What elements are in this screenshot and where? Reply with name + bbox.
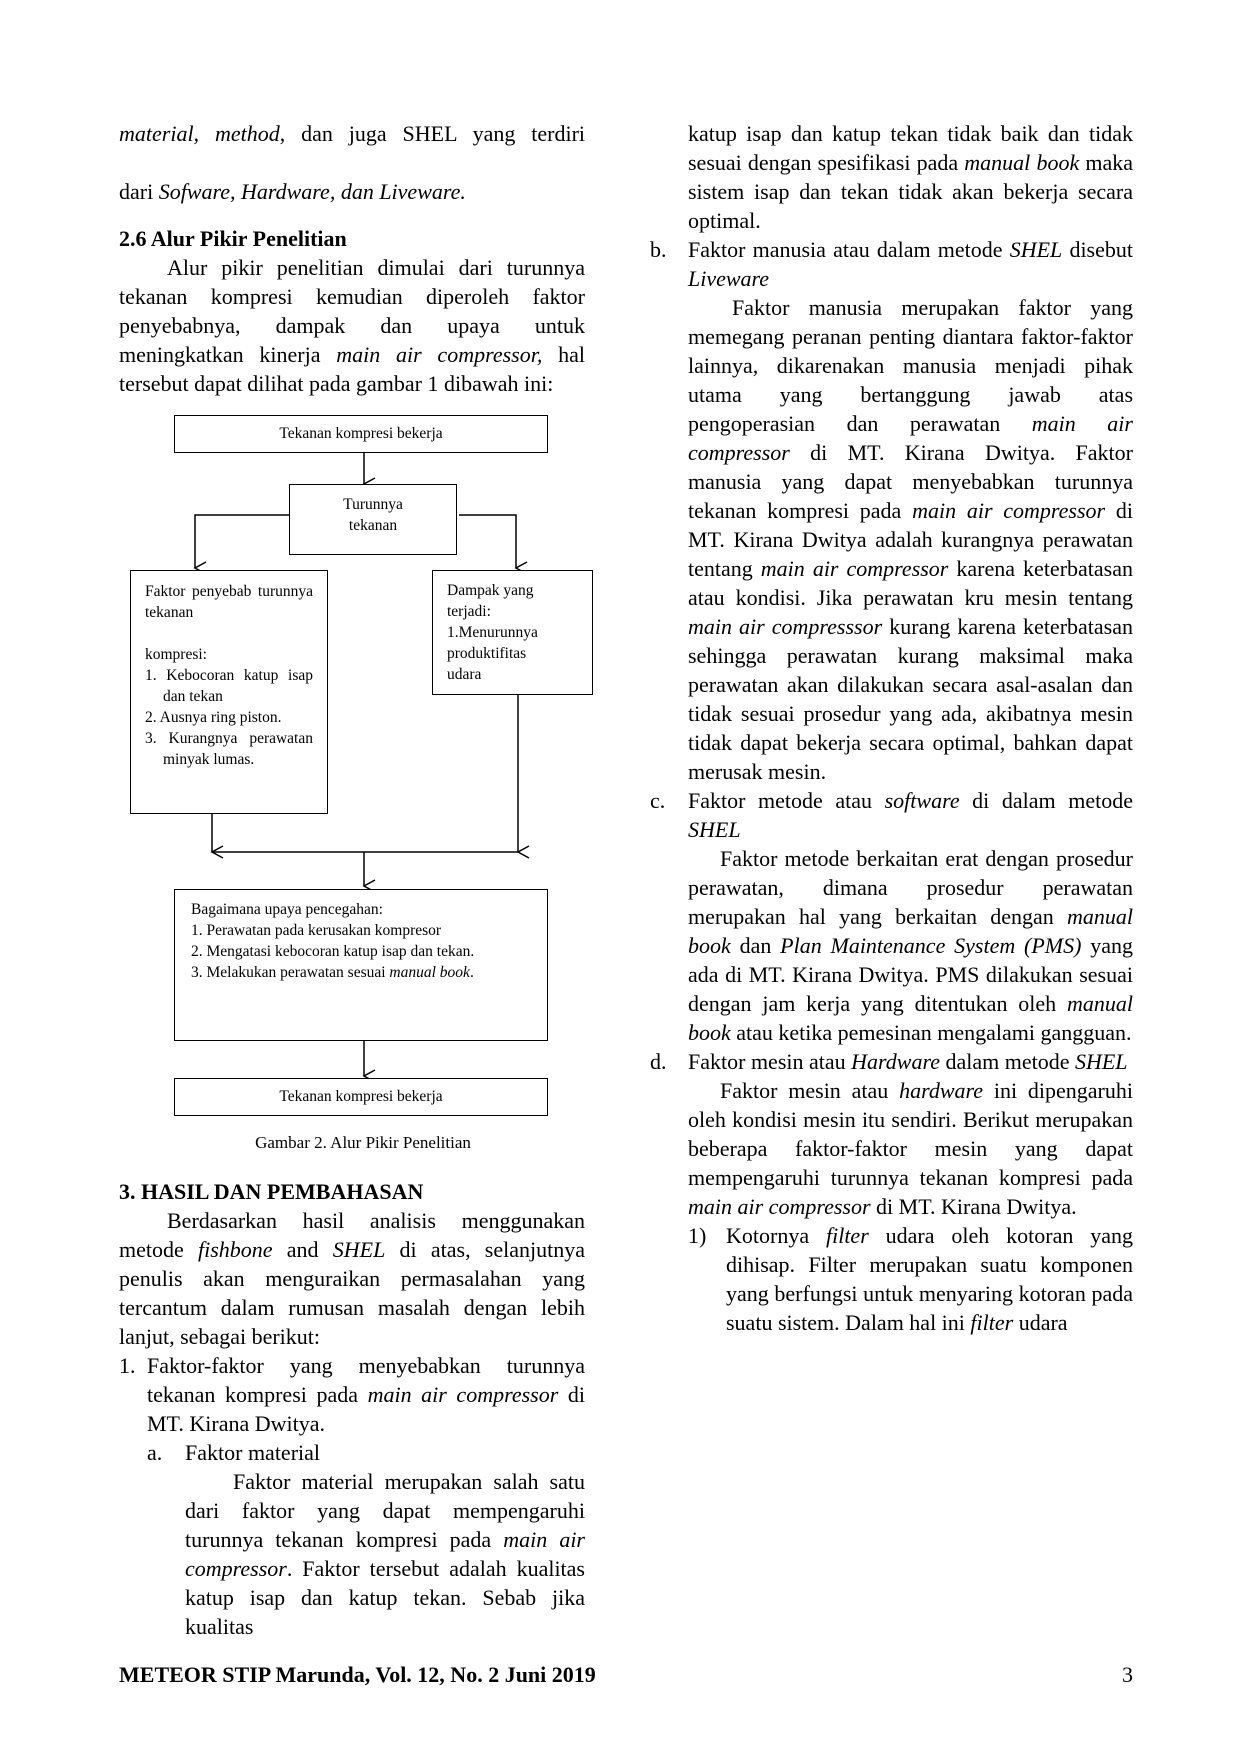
list-item-b-title: Faktor manusia atau dalam metode SHEL disebut Liveware <box>688 237 1133 291</box>
upaya-item-3b: manual book <box>389 964 470 981</box>
faktor-head3: kompresi: <box>145 646 207 663</box>
list-item-d-title: Faktor mesin atau Hardware dalam metode SHEL <box>688 1049 1128 1074</box>
faktor-item-2: 2. Ausnya ring piston. <box>145 709 282 726</box>
faktor-item-1: 1. Kebocoran katup isap dan tekan <box>145 667 313 705</box>
list-marker: b. <box>650 237 667 262</box>
section-2-6-paragraph: Alur pikir penelitian dimulai dari turunnya tekanan kompresi kemudian diperoleh faktor penyebabnya, dampak dan upaya untuk meningkatkan kinerja main air compressor, hal tersebut dapat dilihat pada gambar 1 dibawah ini: <box>119 255 585 396</box>
list-item-1a-paragraph: Faktor material merupakan salah satu dari faktor yang dapat mempengaruhi turunnya tekanan kompresi pada main air compressor. Faktor tersebut adalah kualitas katup isap dan katup tekan. Sebab jika kualitas <box>185 1469 585 1639</box>
upaya-item-3c: . <box>469 964 474 981</box>
upaya-item-3a: 3. Melakukan perawatan sesuai <box>191 964 390 981</box>
page-number: 3 <box>1122 1662 1133 1687</box>
list-marker: d. <box>650 1049 667 1074</box>
box-tekanan-top <box>174 415 548 453</box>
box-dampak <box>432 570 593 695</box>
box-turun-line1: Turunnya <box>343 496 403 513</box>
list-item-d1 <box>688 1221 1133 1337</box>
upaya-item-3 <box>191 962 531 983</box>
box-turun-line2: tekanan <box>348 517 398 534</box>
box-turunnya-tekanan <box>289 484 457 555</box>
list-marker: c. <box>650 788 666 813</box>
list-item-b <box>650 235 1133 786</box>
list-marker: 1) <box>688 1223 707 1248</box>
section-3-title: 3. HASIL DAN PEMBAHASAN <box>119 1179 424 1204</box>
continued-paragraph: katup isap dan katup tekan tidak baik dan tidak sesuai dengan spesifikasi pada manual book maka sistem isap dan tekan tidak akan bekerja secara optimal. <box>688 121 1134 233</box>
list-item-c-title: Faktor metode atau software di dalam metode SHEL <box>688 788 1133 842</box>
figure-caption: Gambar 2. Alur Pikir Penelitian <box>255 1133 471 1152</box>
left-column-lower <box>119 1177 585 1641</box>
faktor-item-3: 3. Kurangnya perawatan minyak lumas. <box>145 730 313 768</box>
page-footer <box>119 1662 1133 1688</box>
list-item-c <box>650 786 1133 1047</box>
right-column <box>650 119 1134 1337</box>
section-3-paragraph: Berdasarkan hasil analisis menggunakan metode fishbone and SHEL di atas, selanjutnya penulis akan menguraikan permasalahan yang tercantum dalam rumusan masalah dengan lebih lanjut, sebagai berikut: <box>119 1208 586 1349</box>
left-column <box>119 119 585 398</box>
list-item-d <box>650 1047 1133 1337</box>
intro-text-2: dari Sofware, Hardware, dan Liveware. <box>119 179 466 204</box>
box-upaya-pencegahan <box>174 889 548 1041</box>
list-item-c-paragraph: Faktor metode berkaitan erat dengan prosedur perawatan, dimana prosedur perawatan merupakan hal yang berkaitan dengan manual book dan Plan Maintenance System (PMS) yang ada di MT. Kirana Dwitya. PMS dilakukan sesuai dengan jam kerja yang ditentukan oleh manual book atau ketika pemesinan mengalami gangguan. <box>688 846 1134 1045</box>
box-faktor-penyebab <box>130 570 328 814</box>
upaya-item-2: 2. Mengatasi kebocoran katup isap dan tekan. <box>191 943 475 960</box>
intro-text: material, method, dan juga SHEL yang terdiri <box>119 121 586 146</box>
box-top-label: Tekanan kompresi bekerja <box>279 425 443 442</box>
box-bottom-label: Tekanan kompresi bekerja <box>279 1088 443 1105</box>
list-marker: a. <box>147 1440 163 1465</box>
journal-citation: METEOR STIP Marunda, Vol. 12, No. 2 Juni 2019 <box>119 1662 596 1687</box>
list-marker: 1. <box>119 1353 136 1378</box>
list-item-d-paragraph: Faktor mesin atau hardware ini dipengaruhi oleh kondisi mesin itu sendiri. Berikut merupakan beberapa faktor-faktor mesin yang dapat mempengaruhi turunnya tekanan kompresi pada main air compressor di MT. Kirana Dwitya. <box>688 1078 1133 1219</box>
box-tekanan-bottom <box>174 1078 548 1116</box>
dampak-line5: udara <box>447 666 482 683</box>
dampak-line2: terjadi: <box>447 603 491 620</box>
dampak-line3: 1.Menurunnya <box>447 624 538 641</box>
dampak-line4: produktifitas <box>447 645 527 662</box>
upaya-item-1: 1. Perawatan pada kerusakan kompresor <box>191 922 442 939</box>
list-item-b-paragraph: Faktor manusia merupakan faktor yang memegang peranan penting diantara faktor-faktor lainnya, dikarenakan manusia menjadi pihak utama yang bertanggung jawab atas pengoperasian dan perawatan main air compressor di MT. Kirana Dwitya. Faktor manusia yang dapat menyebabkan turunnya tekanan kompresi pada main air compressor di MT. Kirana Dwitya adalah kurangnya perawatan tentang main air compressor karena keterbatasan atau kondisi. Jika perawatan kru mesin tentang main air compresssor kurang karena keterbatasan sehingga perawatan kurang maksimal maka perawatan akan dilakukan secara asal-asalan dan tidak sesuai prosedur yang ada, akibatnya mesin tidak dapat bekerja secara optimal, bahkan dapat merusak mesin. <box>688 295 1133 784</box>
list-item-1 <box>119 1351 585 1641</box>
list-item-d1-text: Kotornya filter udara oleh kotoran yang dihisap. Filter merupakan suatu komponen yang berfungsi untuk menyaring kotoran pada suatu sistem. Dalam hal ini filter udara <box>726 1223 1134 1335</box>
upaya-head: Bagaimana upaya pencegahan: <box>191 901 383 918</box>
section-2-6-title: 2.6 Alur Pikir Penelitian <box>119 226 347 251</box>
faktor-head: Faktor penyebab turunnya tekanan <box>145 583 313 621</box>
dampak-line1: Dampak yang <box>447 582 534 599</box>
flow-diagram <box>119 412 589 1132</box>
list-item-1-text: Faktor-faktor yang menyebabkan turunnya tekanan kompresi pada main air compressor di MT. Kirana Dwitya. <box>147 1353 585 1436</box>
list-item-1a-title: Faktor material <box>185 1440 321 1465</box>
list-item-1a <box>147 1438 585 1641</box>
